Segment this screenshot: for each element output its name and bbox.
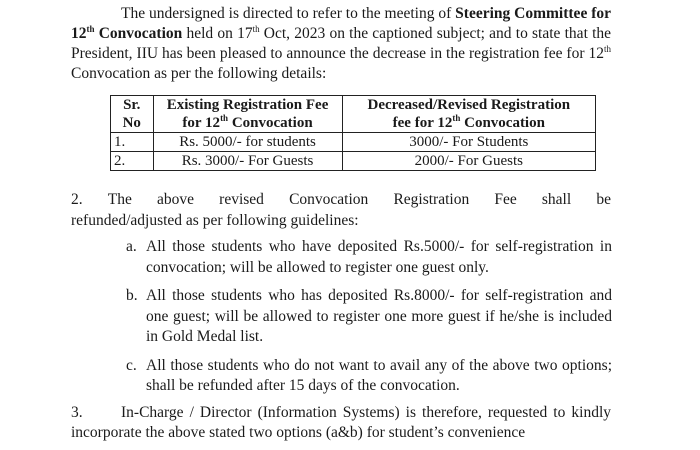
paragraph-3-number: 3. [71,404,83,421]
row-sr: 2. [111,152,154,171]
table-row [111,133,596,152]
list-item: a. All those students who have deposited Rs.5000/- for self-registration in convocation; will be allowed to register one guest only. [126,238,612,276]
paragraph-2-line-1: 2. The above revised Convocation Registration Fee shall be [71,191,611,208]
header-sr-no: Sr. No [111,96,154,133]
fee-table [110,95,596,171]
paragraph-2-number: 2. [71,191,83,208]
intro-text-4: Convocation as per the following details: [71,65,327,82]
table-row [111,152,596,171]
row-revised-fee: 3000/- For Students [342,133,595,152]
intro-text-3: Oct, 2023 on the captioned subject; and to state that the President, IIU has been pleased to announce the decrease in the registration fee for 12 [71,25,612,62]
intro-text-1: The undersigned is directed to refer to the meeting of [121,5,456,22]
row-sr: 1. [111,133,154,152]
intro-text-2: held on 17 [182,25,253,42]
paragraph-3 [71,403,611,443]
paragraph-2 [71,189,611,231]
paragraph-2-line-2: refunded/adjusted as per following guidelines: [71,212,359,229]
row-existing-fee: Rs. 3000/- For Guests [153,152,342,171]
paragraph-3-text: In-Charge / Director (Information Systems) is therefore, requested to kindly incorporate the above stated two options (a&b) for student’s convenience [71,404,611,441]
row-revised-fee: 2000/- For Guests [342,152,595,171]
list-item: c. All those students who do not want to avail any of the above two options; shall be refunded after 15 days of the convocation. [126,356,612,394]
committee-name: Steering Committee for 12th Convocation [71,5,612,42]
guidelines-list [126,237,612,405]
row-existing-fee: Rs. 5000/- for students [153,133,342,152]
intro-paragraph: The undersigned is directed to refer to the meeting of Steering Committee for 12th Convocation held on 17th Oct, 2023 on the captioned subject; and to state that the President, IIU has been pleased to announce the decrease in the registration fee for 12th Convocation as per the following details: [71,5,612,82]
list-item: b. All those students who has deposited Rs.8000/- for self-registration and one guest; will be allowed to register one more guest if he/she is included in Gold Medal list. [126,287,612,345]
header-existing-fee: Existing Registration Fee for 12th Convocation [153,96,342,133]
header-revised-fee: Decreased/Revised Registration fee for 12th Convocation [342,96,595,133]
table-header-row [111,96,596,133]
